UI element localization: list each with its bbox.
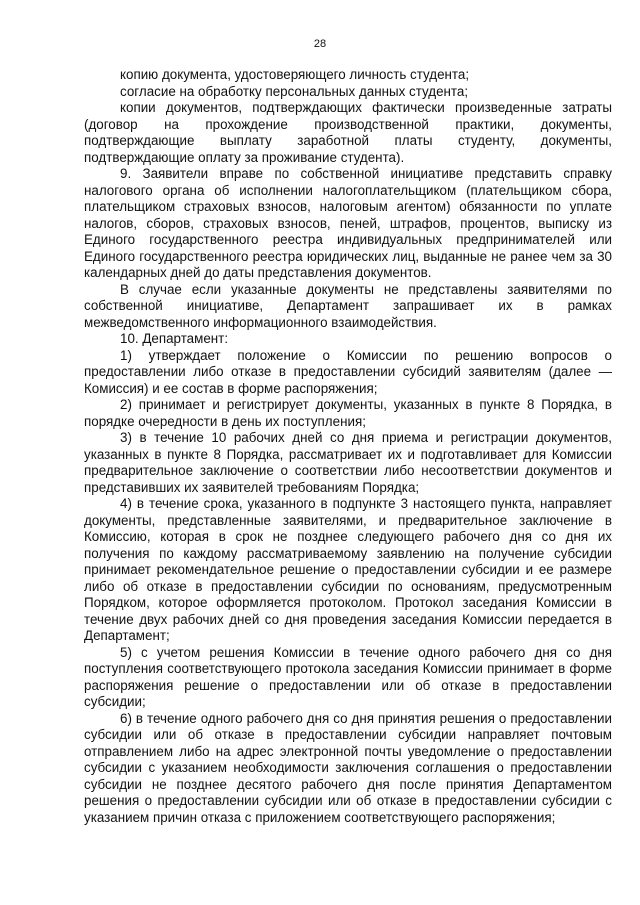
paragraph: 4) в течение срока, указанного в подпункте 3 настоящего пункта, направляет документы, представленные заявителями, и предварительное заключение в Комиссию, которая в срок не позднее следующего рабочего дня со дня их получения по каждому рассматриваемому заявлению на получение субсидии принимает рекомендательное решение о предоставлении субсидии и ее размере либо об отказе в предоставлении субсидии по основаниям, предусмотренным Порядком, которое оформляется протоколом. Протокол заседания Комиссии в течение двух рабочих дней со дня проведения заседания Комиссии передается в Департамент; [84,496,612,643]
paragraph: согласие на обработку персональных данных студента; [120,83,469,99]
page-number: 28 [313,38,327,50]
document-body [84,67,612,826]
paragraph: 1) утверждает положение о Комиссии по решению вопросов о предоставлении либо отказе в предоставлении субсидий заявителям (далее — Комиссия) и ее состав в форме распоряжения; [84,347,612,396]
paragraph: 9. Заявители вправе по собственной инициативе представить справку налогового органа об исполнении налогоплательщиком (плательщиком сбора, плательщиком страховых взносов, налоговым агентом) обязанности по уплате налогов, сборов, страховых взносов, пеней, штрафов, процентов, выписку из Единого государственного реестра индивидуальных предпринимателей или Единого государственного реестра юридических лиц, выданные не ранее чем за 30 календарных дней до даты представления документов. [84,166,612,280]
paragraph: копии документов, подтверждающих фактически произведенные затраты (договор на прохождение производственной практики, документы, подтверждающие выплату заработной платы студенту, документы, подтверждающие оплату за проживание студента). [84,100,612,165]
paragraph: 10. Департамент: [120,331,229,346]
paragraph: 6) в течение одного рабочего дня со дня принятия решения о предоставлении субсидии или об отказе в предоставлении субсидии направляет почтовым отправлением либо на адрес электронной почты уведомление о предоставлении субсидии с указанием необходимости заключения соглашения о предоставлении субсидии не позднее десятого рабочего дня после принятия Департаментом решения о предоставлении субсидии или об отказе в предоставлении субсидии с указанием причин отказа с приложением соответствующего распоряжения; [84,710,612,825]
paragraph: 3) в течение 10 рабочих дней со дня приема и регистрации документов, указанных в пункте 8 Порядка, рассматривает их и подготавливает для Комиссии предварительное заключение о соответствии либо несоответствии документов и представивших их заявителей требованиям Порядка; [84,430,612,495]
paragraph: копию документа, удостоверяющего личность студента; [120,67,470,82]
paragraph: 2) принимает и регистрирует документы, указанных в пункте 8 Порядка, в порядке очередности в день их поступления; [84,397,612,429]
paragraph: В случае если указанные документы не представлены заявителями по собственной инициативе, Департамент запрашивает их в рамках межведомственного информационного взаимодействия. [84,281,612,330]
paragraph: 5) с учетом решения Комиссии в течение одного рабочего дня со дня поступления соответствующего протокола заседания Комиссии принимает в форме распоряжения решение о предоставлении или об отказе в предоставлении субсидии; [84,644,612,709]
